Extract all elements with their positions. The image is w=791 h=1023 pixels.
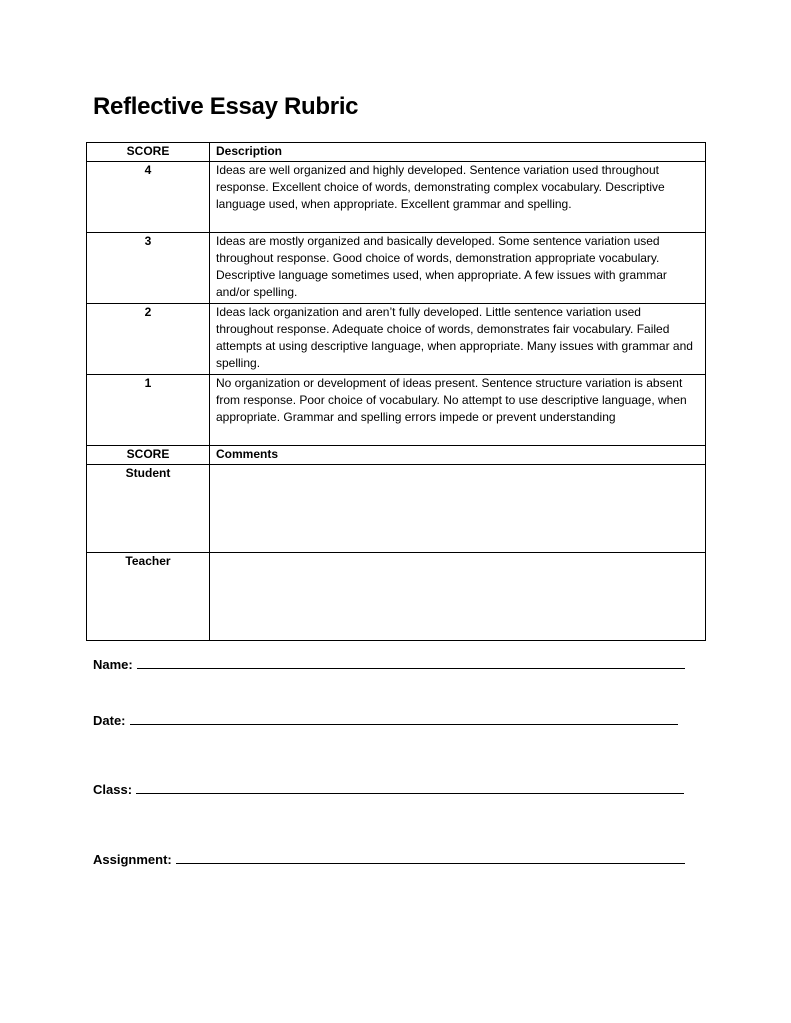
score-description: Ideas lack organization and aren’t fully developed. Little sentence variation used throughout response. Adequate choice of words, demonstrates fair vocabulary. Failed attempts at using descriptive language, when appropriate. Many issues with grammar and spelling. [210, 304, 706, 375]
score-description: Ideas are well organized and highly developed. Sentence variation used throughout response. Excellent choice of words, demonstrating complex vocabulary. Descriptive language used, when appropriate. Excellent grammar and spelling. [210, 162, 706, 233]
student-label: Student [87, 465, 210, 553]
table-header-row [87, 143, 706, 162]
score-value: 2 [87, 304, 210, 375]
score-description: No organization or development of ideas present. Sentence structure variation is absent from response. Poor choice of vocabulary. No attempt to use descriptive language, when appropriate. Grammar and spelling errors impede or prevent understanding [210, 375, 706, 446]
student-comment-box[interactable] [210, 465, 706, 553]
table-row [87, 162, 706, 233]
score-value: 3 [87, 233, 210, 304]
table-row [87, 304, 706, 375]
score-column-header: SCORE [87, 143, 210, 162]
teacher-comment-row [87, 553, 706, 641]
teacher-comment-box[interactable] [210, 553, 706, 641]
name-field [93, 656, 685, 672]
table-row [87, 233, 706, 304]
date-input-line[interactable] [130, 712, 678, 725]
score-value: 4 [87, 162, 210, 233]
assignment-input-line[interactable] [176, 851, 685, 864]
class-label: Class: [93, 782, 133, 797]
rubric-table [86, 142, 706, 641]
assignment-label: Assignment: [93, 852, 172, 867]
class-input-line[interactable] [136, 781, 684, 794]
date-label: Date: [93, 713, 126, 728]
name-input-line[interactable] [137, 656, 685, 669]
score-description: Ideas are mostly organized and basically developed. Some sentence variation used throughout response. Good choice of words, demonstration appropriate vocabulary. Descriptive language sometimes used, when appropriate. A few issues with grammar and/or spelling. [210, 233, 706, 304]
assignment-field [93, 851, 685, 867]
student-comment-row [87, 465, 706, 553]
date-field [93, 712, 678, 728]
name-label: Name: [93, 657, 133, 672]
description-column-header: Description [210, 143, 706, 162]
comments-header-row [87, 446, 706, 465]
score-value: 1 [87, 375, 210, 446]
table-row [87, 375, 706, 446]
comments-score-header: SCORE [87, 446, 210, 465]
page-title: Reflective Essay Rubric [93, 93, 359, 120]
teacher-label: Teacher [87, 553, 210, 641]
comments-column-header: Comments [210, 446, 706, 465]
class-field [93, 781, 684, 797]
